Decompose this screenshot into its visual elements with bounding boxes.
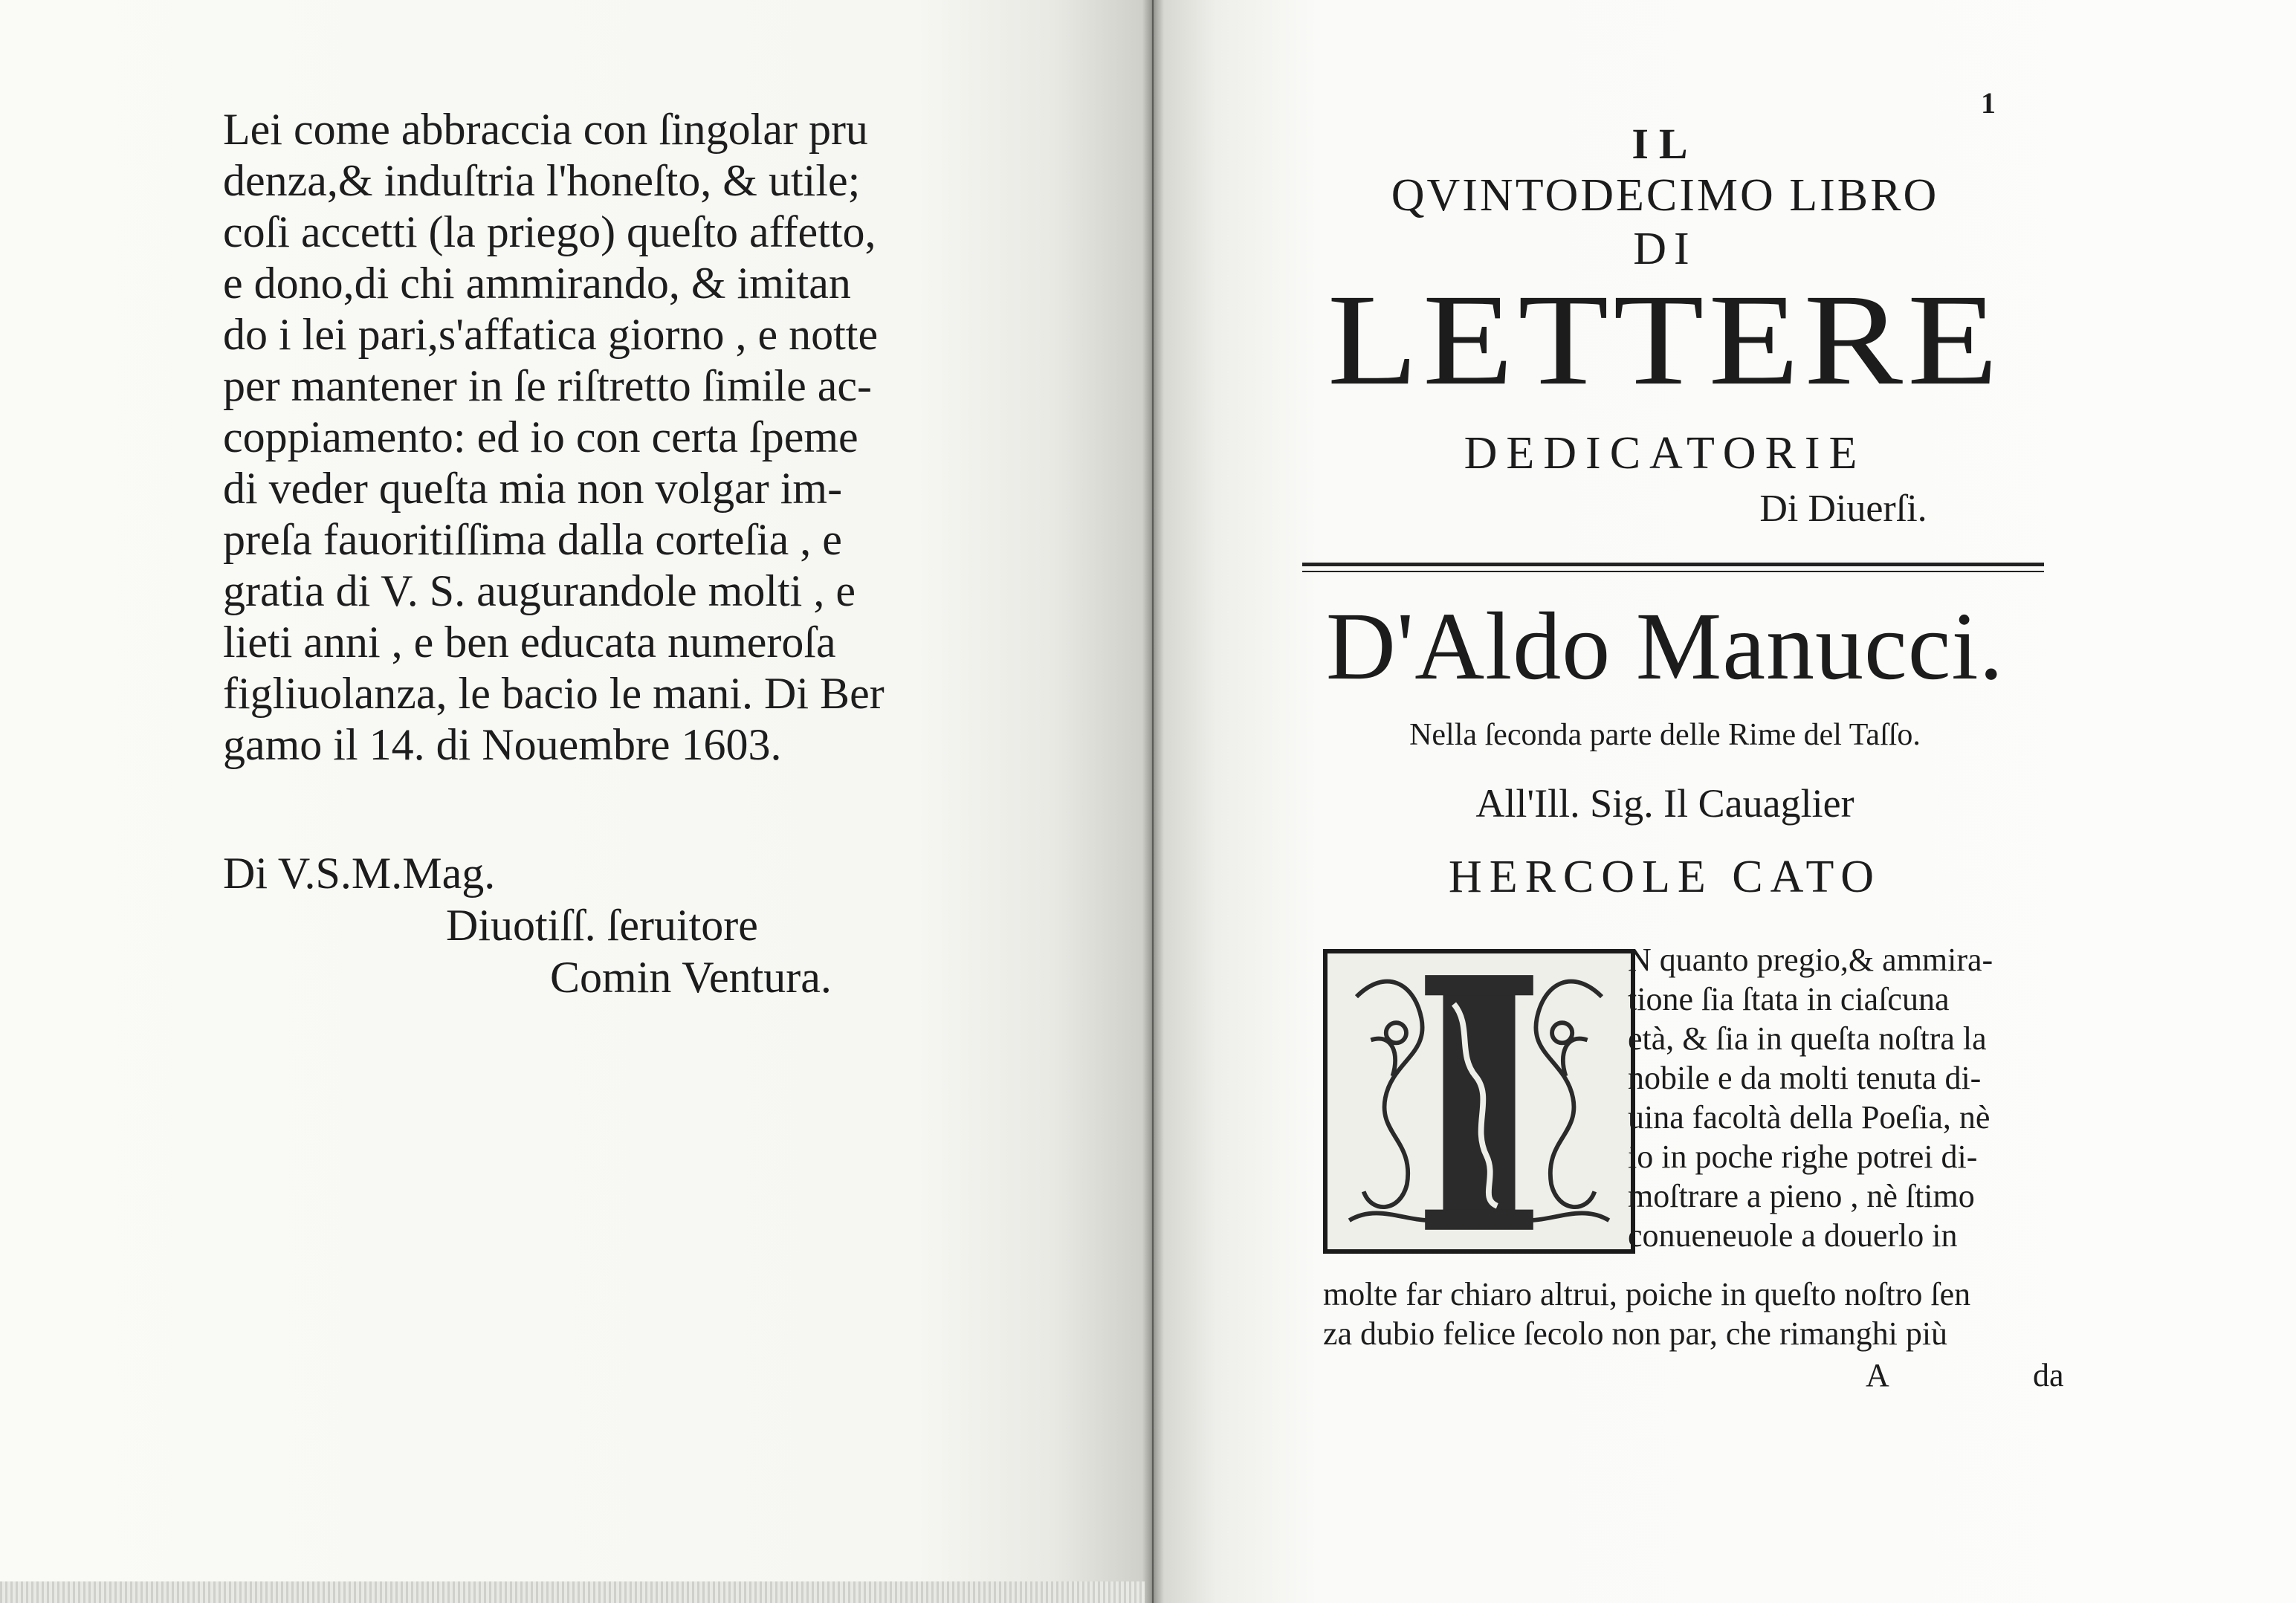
text-line: tione ſia ſtata in ciaſcuna <box>1628 981 1950 1017</box>
title-dedicatorie: DEDICATORIE <box>1464 428 1866 479</box>
text-line: gamo il 14. di Nouembre 1603. <box>223 720 782 769</box>
text-line: coſi accetti (la priego) queſto affetto, <box>223 207 876 256</box>
text-line: io in poche righe potrei di- <box>1628 1139 1978 1175</box>
paragraph-continuation <box>1323 1275 2074 1353</box>
text-line: gratia di V. S. augurandole molti , e <box>223 566 856 615</box>
text-line: per mantener in ſe riſtretto ſimile ac- <box>223 361 872 410</box>
title-di-diuersi: Di Diuerſi. <box>1759 488 1927 530</box>
text-line: molte far chiaro altrui, poiche in queſto noſtro ſen <box>1323 1276 1971 1312</box>
book-gutter <box>1142 0 1164 1603</box>
text-line: do i lei pari,s'affatica giorno , e notte <box>223 310 879 359</box>
text-line: di veder queſta mia non volgar im- <box>223 464 843 513</box>
text-line: nobile e da molti tenuta di- <box>1628 1060 1982 1096</box>
closing-title: Diuotiſſ. ſeruitore <box>446 901 758 950</box>
text-line: uina facoltà della Poeſia, nè <box>1628 1099 1991 1136</box>
title-il: IL <box>1632 120 1698 168</box>
text-line: preſa fauoritiſſima dalla corteſia , e <box>223 515 842 564</box>
addressee-name: HERCOLE CATO <box>1448 852 1882 902</box>
title-lettere: LETTERE <box>1327 268 2003 412</box>
title-di: DI <box>1633 224 1697 274</box>
letter-closing <box>223 847 1041 1003</box>
double-rule-thin <box>1302 571 2044 572</box>
closing-signature: Comin Ventura. <box>550 953 832 1002</box>
left-page-text <box>223 104 1018 771</box>
folio-number: 1 <box>1981 86 1996 120</box>
text-line: coppiamento: ed io con certa ſpeme <box>223 412 858 462</box>
text-line: età, & ſia in queſta noſtra la <box>1628 1020 1987 1057</box>
text-line: e dono,di chi ammirando, & imitan <box>223 259 851 308</box>
text-line: moſtrare a pieno , nè ſtimo <box>1628 1178 1975 1214</box>
text-line: N quanto pregio,& ammira- <box>1628 942 1993 978</box>
catchword: da <box>2033 1357 2064 1393</box>
opening-paragraph <box>1628 940 2074 1255</box>
signature-mark: A <box>1866 1357 1889 1393</box>
source-note: Nella ſeconda parte delle Rime del Taſſo. <box>1409 718 1921 752</box>
addressee-line: All'Ill. Sig. Il Cauaglier <box>1475 781 1854 826</box>
author-heading: D'Aldo Manucci. <box>1325 593 2005 700</box>
text-line: conueneuole a douerlo in <box>1628 1217 1958 1254</box>
decorated-initial-icon <box>1323 949 1635 1254</box>
double-rule-thick <box>1302 563 2044 566</box>
text-line: denza,& induſtria l'honeſto, & utile; <box>223 156 861 205</box>
text-line: Lei come abbraccia con ſingolar pru <box>223 105 868 154</box>
closing-salutation: Di V.S.M.Mag. <box>223 849 496 898</box>
title-book-number: QVINTODECIMO LIBRO <box>1391 170 1939 221</box>
text-line: lieti anni , e ben educata numeroſa <box>223 618 836 667</box>
text-line: figliuolanza, le bacio le mani. Di Ber <box>223 669 885 718</box>
page-edge <box>0 1581 1145 1603</box>
text-line: za dubio felice ſecolo non par, che rimanghi più <box>1323 1315 1948 1352</box>
